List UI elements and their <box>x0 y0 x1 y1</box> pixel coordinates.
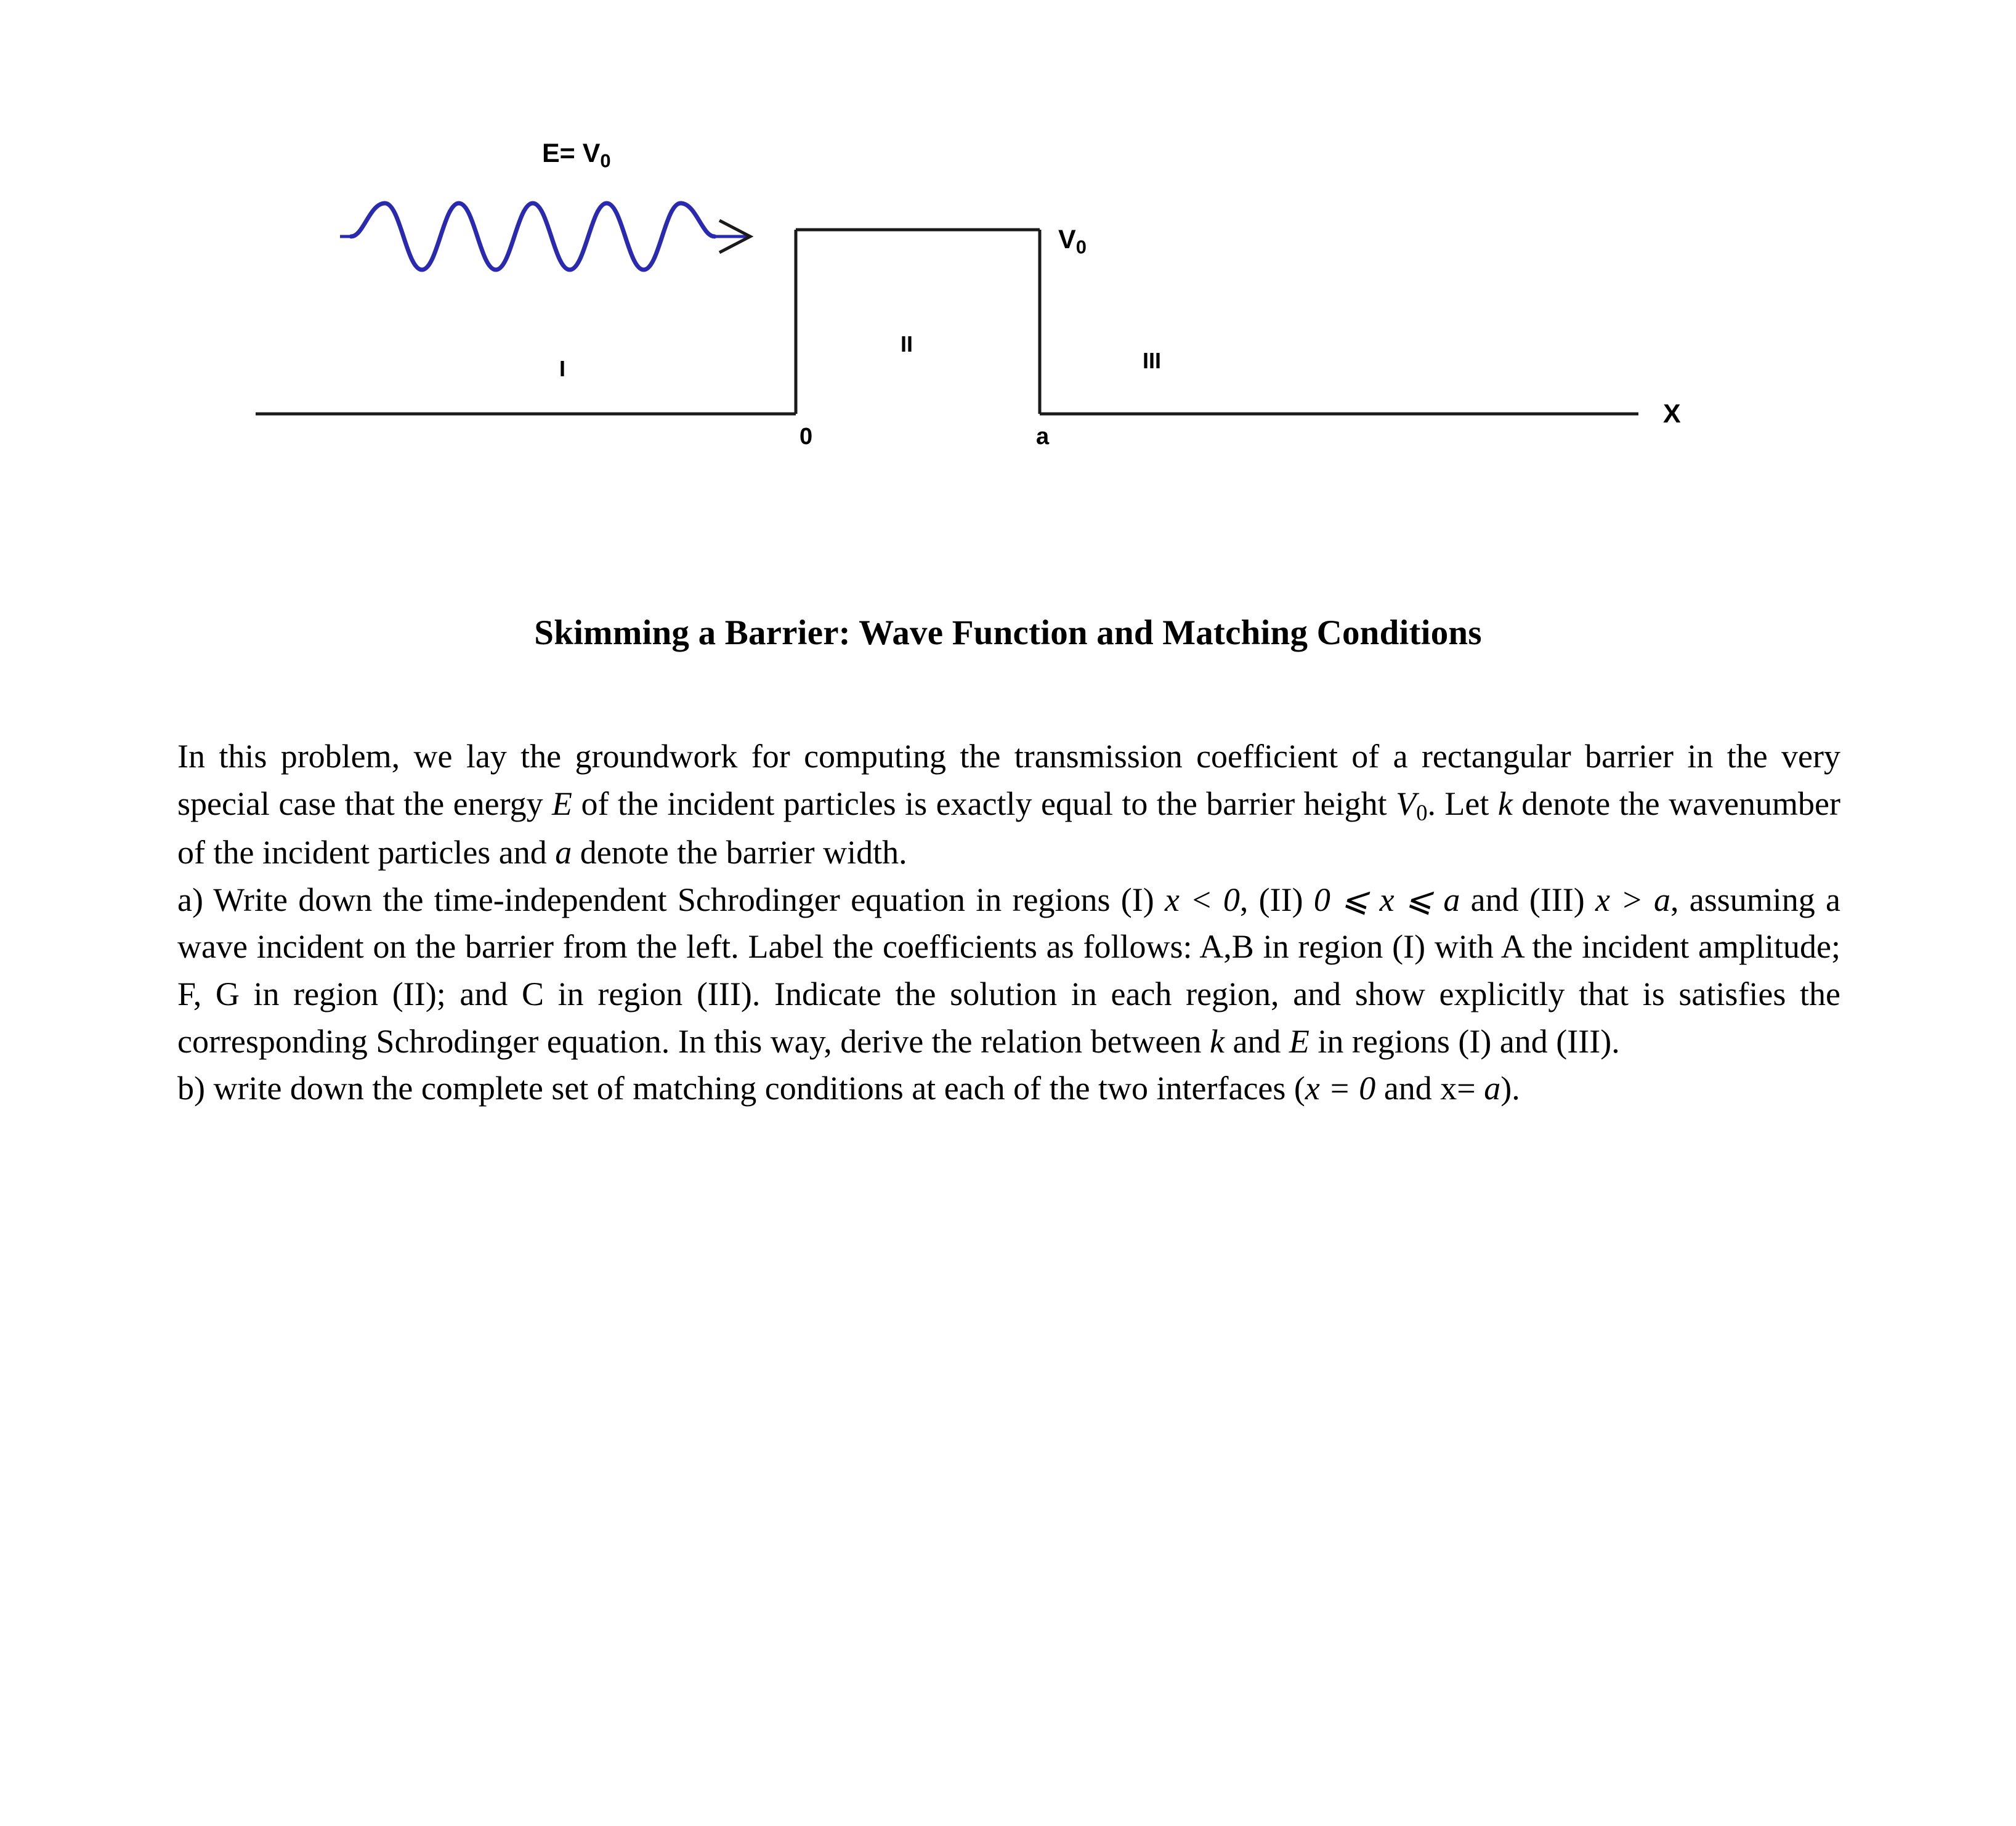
part-a-text-6: in regions (I) and (III). <box>1309 1022 1620 1060</box>
intro-text-5: denote the barrier width. <box>572 833 907 871</box>
figure-svg <box>0 0 2016 493</box>
part-b-text-3: ). <box>1500 1070 1520 1107</box>
part-a-text-5: and <box>1224 1022 1289 1060</box>
label-barrier-edge: a <box>1036 424 1050 450</box>
intro-text-2: of the incident particles is exactly equal to the barrier height <box>572 785 1396 822</box>
condition-x-gt-a: x > a <box>1595 881 1670 918</box>
part-a-text-1: a) Write down the time-independent Schrodinger equation in regions (I) <box>177 881 1165 918</box>
label-region-ii: II <box>901 331 913 357</box>
page-title: Skimming a Barrier: Wave Function and Matching Conditions <box>534 613 1482 652</box>
part-b-text-2: and x= <box>1375 1070 1484 1107</box>
label-x-axis: X <box>1663 399 1681 429</box>
label-barrier-height: $V_0$ <box>1058 225 1087 258</box>
paragraph-part-a <box>177 876 1840 1065</box>
part-b-text-1: b) write down the complete set of matching conditions at each of the two interfaces ( <box>177 1070 1305 1107</box>
symbol-k: k <box>1497 785 1513 822</box>
intro-text-1: In this problem, we lay the groundwork for computing the transmission coefficient of a rectangular barrier in the very special case that the energy <box>177 738 1840 822</box>
symbol-a-2: a <box>1484 1070 1501 1107</box>
part-a-text-4: , assuming a wave incident on the barrier from the left. Label the coefficients as follows: A,B in region (I) with A the incident amplitude; F, G in region (II); and C in region (III). Indicate the solution in each region, and show explicitly that is satisfies the corresponding Schrodinger equation. In this way, derive the relation between <box>177 881 1840 1060</box>
condition-0-le-x-le-a: 0 ⩽ x ⩽ a <box>1313 881 1460 918</box>
intro-text-3: . Let <box>1427 785 1498 822</box>
symbol-k-2: k <box>1209 1022 1225 1060</box>
symbol-E: E <box>552 785 573 822</box>
label-region-i: I <box>559 356 566 381</box>
condition-x-eq-0: x = 0 <box>1305 1070 1376 1107</box>
part-a-text-3: and (III) <box>1460 881 1596 918</box>
intro-text-4: denote the wavenumber of the incident particles and <box>177 785 1840 871</box>
symbol-a: a <box>555 833 572 871</box>
label-region-iii: III <box>1143 348 1162 373</box>
label-energy: $E= V_0$ <box>542 139 611 172</box>
symbol-E-2: E <box>1289 1022 1310 1060</box>
symbol-V0: $V_0$ <box>1396 785 1428 825</box>
paragraph-part-b <box>177 1065 1840 1112</box>
paragraph-intro <box>177 733 1840 876</box>
problem-statement <box>177 733 1840 1112</box>
potential-barrier-figure <box>0 0 2016 493</box>
label-origin: 0 <box>800 424 813 450</box>
part-a-text-2: , (II) <box>1239 881 1314 918</box>
incident-wave-curve <box>351 203 715 270</box>
condition-x-lt-0: x < 0 <box>1164 881 1240 918</box>
